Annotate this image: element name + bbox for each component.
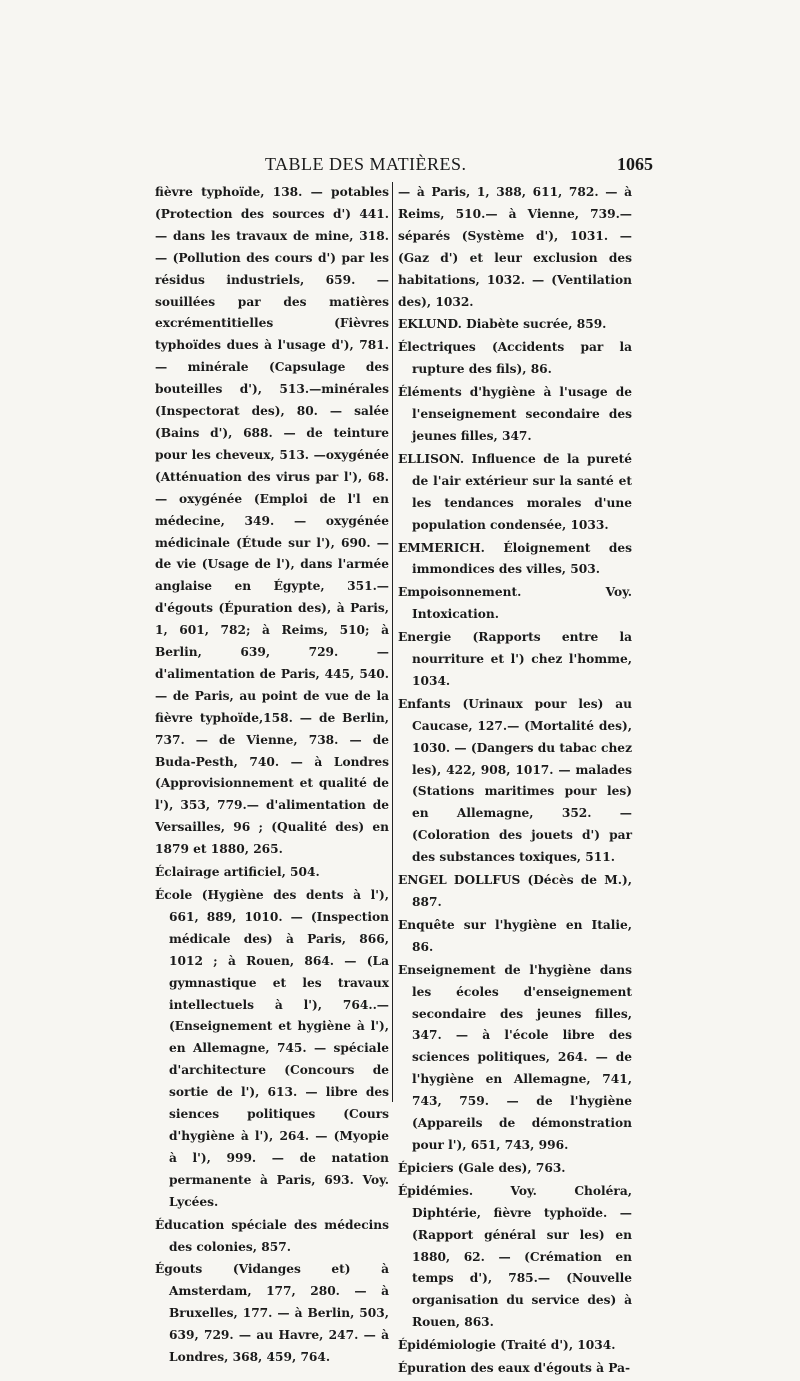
- index-entry: Energie (Rapports entre la nourriture et l') chez l'homme, 1034.: [398, 630, 632, 688]
- index-entry: Enseignement de l'hygiène dans les écoles d'enseignement secondaire des jeunes filles, 347. — à l'école libre des sciences politiques, 264. — de l'hygiène en Allemagne, 741, 743, 759. — de l'hygiène (Appareils de démonstration pour l'), 651, 743, 996.: [398, 962, 632, 1152]
- column-divider: [392, 182, 393, 1102]
- index-entry: fièvre typhoïde, 138. — potables (Protection des sources d') 441. — dans les travaux de mine, 318. — (Pollution des cours d') par les résidus industriels, 659. — souillées par des matières excrémentitielles (Fièvres typhoïdes dues à l'usage d'), 781. — minérale (Capsulage des bouteilles d'), 513.—minérales (Inspectorat des), 80. — salée (Bains d'), 688. — de teinture pour les cheveux, 513. —oxygénée (Atténuation des virus par l'), 68. — oxygénée (Emploi de l'l en médecine, 349. — oxygénée médicinale (Étude sur l'), 690. — de vie (Usage de l'), dans l'armée anglaise en Égypte, 351.— d'égouts (Épuration des), à Paris, 1, 601, 782; à Reims, 510; à Berlin, 639, 729. — d'alimentation de Paris, 445, 540. — de Paris, au point de vue de la fièvre typhoïde,158. — de Berlin, 737. — de Vienne, 738. — de Buda-Pesth, 740. — à Londres (Approvisionnement et qualité de l'), 353, 779.— d'alimentation de Versailles, 96 ; (Qualité des) en 1879 et 1880, 265.: [155, 185, 389, 857]
- index-entry: Électriques (Accidents par la rupture des fils), 86.: [398, 340, 632, 377]
- index-entry: École (Hygiène des dents à l'), 661, 889, 1010. — (Inspection médicale des) à Paris, 866, 1012 ; à Rouen, 864. — (La gymnastique et les travaux intellectuels à l'), 764..— (Enseignement et hygiène à l'), en Allemagne, 745. — spéciale d'architecture (Concours de sortie de l'), 613. — libre des siences politiques (Cours d'hygiène à l'), 264. — (Myopie à l'), 999. — de natation permanente à Paris, 693. Voy. Lycées.: [155, 888, 389, 1209]
- index-entry: Épiciers (Gale des), 763.: [398, 1160, 566, 1175]
- index-entry: Éclairage artificiel, 504.: [155, 865, 320, 880]
- index-entry: Épuration des eaux d'égouts à Pa-: [398, 1361, 631, 1376]
- index-entry: Empoisonnement. Voy. Intoxication.: [398, 585, 632, 622]
- index-entry: EMMERICH. Éloignement des immondices des villes, 503.: [398, 540, 632, 577]
- index-entry: ELLISON. Influence de la pureté de l'air extérieur sur la santé et les tendances morales d'une population condensée, 1033.: [398, 451, 632, 532]
- index-entry: Enfants (Urinaux pour les) au Caucase, 127.— (Mortalité des), 1030. — (Dangers du tabac chez les), 422, 908, 1017. — malades (Stations maritimes pour les) en Allemagne, 352. — (Coloration des jouets d') par des substances toxiques, 511.: [398, 696, 632, 865]
- index-entry: Égouts (Vidanges et) à Amsterdam, 177, 280. — à Bruxelles, 177. — à Berlin, 503, 639, 729. — au Havre, 247. — à Londres, 368, 459, 764.: [155, 1262, 389, 1365]
- index-entry: ENGEL DOLLFUS (Décès de M.), 887.: [398, 873, 632, 909]
- index-entry: Épidémiologie (Traité d'), 1034.: [398, 1338, 616, 1353]
- index-entry: — à Paris, 1, 388, 611, 782. — à Reims, 510.— à Vienne, 739.— séparés (Système d'), 1031. — (Gaz d') et leur exclusion des habitations, 1032. — (Ventilation des), 1032.: [398, 185, 632, 309]
- page-header: [0, 150, 800, 180]
- index-entry: Éducation spéciale des médecins des colonies, 857.: [155, 1217, 389, 1254]
- running-title: TABLE DES MATIÈRES.: [265, 154, 467, 174]
- index-entry: Épidémies. Voy. Choléra, Diphtérie, fièvre typhoïde. — (Rapport général sur les) en 1880, 62. — (Crémation en temps d'), 785.— (Nouvelle organisation du service des) à Rouen, 863.: [398, 1183, 632, 1330]
- index-entry: Enquête sur l'hygiène en Italie, 86.: [398, 917, 632, 954]
- right-column: [398, 182, 632, 1381]
- index-entry: EKLUND. Diabète sucrée, 859.: [398, 317, 607, 332]
- left-column: [155, 182, 389, 1370]
- index-entry: Éléments d'hygiène à l'usage de l'enseignement secondaire des jeunes filles, 347.: [398, 385, 632, 443]
- page-number: 1065: [617, 154, 653, 174]
